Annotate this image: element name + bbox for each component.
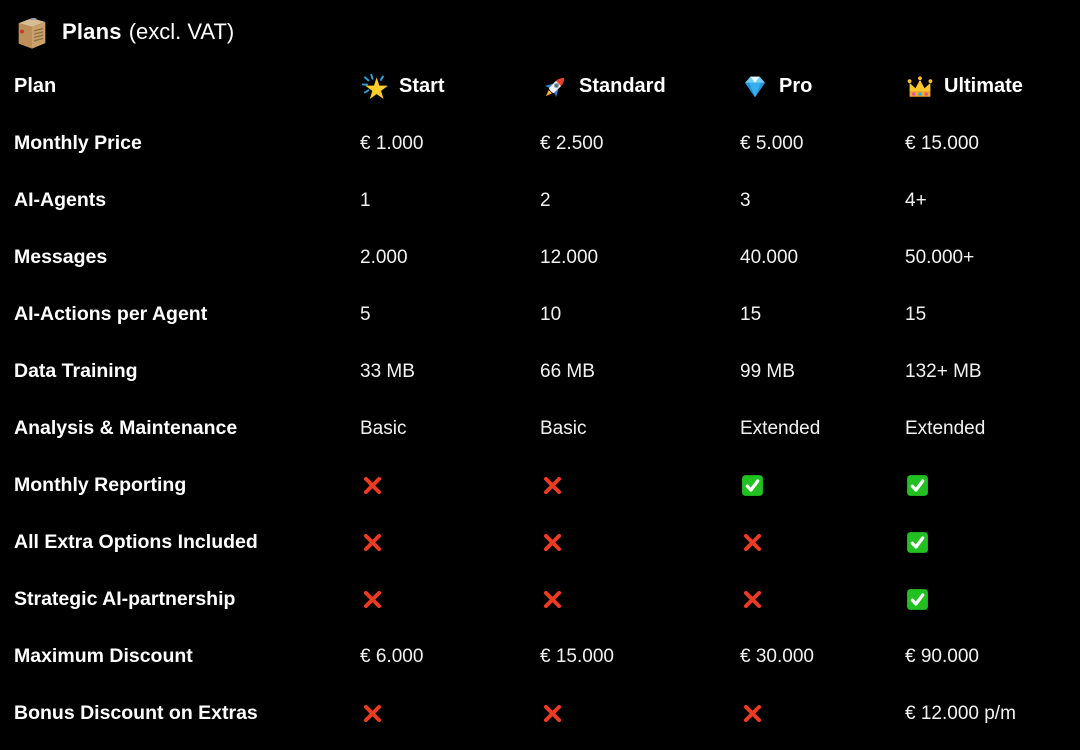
row-label: Monthly Reporting: [14, 474, 187, 496]
cell-value: Basic: [540, 417, 587, 439]
cell-value: 99 MB: [740, 360, 795, 382]
cross-icon: [540, 530, 565, 555]
cell-value: € 30.000: [740, 645, 814, 667]
package-icon: [12, 12, 52, 52]
check-icon: [905, 587, 930, 612]
cell-value: € 1.000: [360, 132, 424, 154]
cell-value: 33 MB: [360, 360, 415, 382]
row-label: AI-Actions per Agent: [14, 303, 208, 325]
cross-icon: [540, 473, 565, 498]
cell-value: 12.000: [540, 246, 599, 268]
title-text: Plans: [62, 19, 122, 44]
slide-title: [0, 0, 1080, 58]
crown-icon: [905, 72, 935, 102]
title-suffix: (excl. VAT): [128, 19, 235, 44]
cell-value: [740, 685, 905, 742]
cross-icon: [360, 530, 385, 555]
cell-value: 4+: [905, 189, 927, 211]
cell-value: 10: [540, 303, 562, 325]
cell-value: 50.000+: [905, 246, 975, 268]
cross-icon: [740, 587, 765, 612]
cell-value: 15: [905, 303, 927, 325]
check-icon: [740, 473, 765, 498]
cell-value: [905, 514, 1080, 571]
check-icon: [905, 473, 930, 498]
cell-value: Extended: [740, 417, 821, 439]
row-label: Analysis & Maintenance: [14, 417, 238, 439]
cell-value: 2.000: [360, 246, 408, 268]
plan-name: Standard: [579, 75, 666, 97]
cell-value: [360, 685, 540, 742]
cell-value: [540, 457, 740, 514]
column-header-standard: [540, 58, 740, 115]
cross-icon: [360, 587, 385, 612]
row-label: Strategic AI-partnership: [14, 588, 236, 610]
cell-value: Extended: [905, 417, 986, 439]
plan-name: Ultimate: [944, 75, 1023, 97]
check-icon: [905, 530, 930, 555]
cell-value: [740, 571, 905, 628]
cell-value: € 5.000: [740, 132, 804, 154]
cross-icon: [360, 473, 385, 498]
cell-value: 3: [740, 189, 751, 211]
cross-icon: [540, 701, 565, 726]
cell-value: € 90.000: [905, 645, 979, 667]
row-label: Bonus Discount on Extras: [14, 702, 258, 724]
cell-value: [540, 685, 740, 742]
cell-value: [360, 514, 540, 571]
column-header-ultimate: [905, 58, 1080, 115]
cross-icon: [740, 530, 765, 555]
cell-value: Basic: [360, 417, 407, 439]
cross-icon: [740, 701, 765, 726]
column-header-start: [360, 58, 540, 115]
cell-value: € 15.000: [540, 645, 614, 667]
cell-value: 40.000: [740, 246, 799, 268]
cell-value: [740, 514, 905, 571]
cell-value: 66 MB: [540, 360, 595, 382]
cell-value: 132+ MB: [905, 360, 982, 382]
cell-value: 5: [360, 303, 371, 325]
row-label: Monthly Price: [14, 132, 142, 154]
cell-value: [905, 457, 1080, 514]
cell-value: [540, 514, 740, 571]
column-header-plan: Plan: [14, 75, 57, 97]
cell-value: [540, 571, 740, 628]
plans-table: [0, 58, 1080, 742]
cell-value: [740, 457, 905, 514]
cell-value: [360, 571, 540, 628]
cell-value: 1: [360, 189, 371, 211]
rocket-icon: [540, 72, 570, 102]
cross-icon: [360, 701, 385, 726]
glowing-star-icon: [360, 72, 390, 102]
cell-value: 15: [740, 303, 762, 325]
row-label: Messages: [14, 246, 108, 268]
cell-value: € 15.000: [905, 132, 979, 154]
cell-value: [360, 457, 540, 514]
row-label: Data Training: [14, 360, 138, 382]
cell-value: € 6.000: [360, 645, 424, 667]
row-label: All Extra Options Included: [14, 531, 258, 553]
plan-name: Start: [399, 75, 445, 97]
cell-value: € 2.500: [540, 132, 604, 154]
row-label: AI-Agents: [14, 189, 107, 211]
cell-value: € 12.000 p/m: [905, 702, 1016, 724]
row-label: Maximum Discount: [14, 645, 193, 667]
column-header-pro: [740, 58, 905, 115]
gem-icon: [740, 72, 770, 102]
plan-name: Pro: [779, 75, 813, 97]
cell-value: 2: [540, 189, 551, 211]
cross-icon: [540, 587, 565, 612]
cell-value: [905, 571, 1080, 628]
